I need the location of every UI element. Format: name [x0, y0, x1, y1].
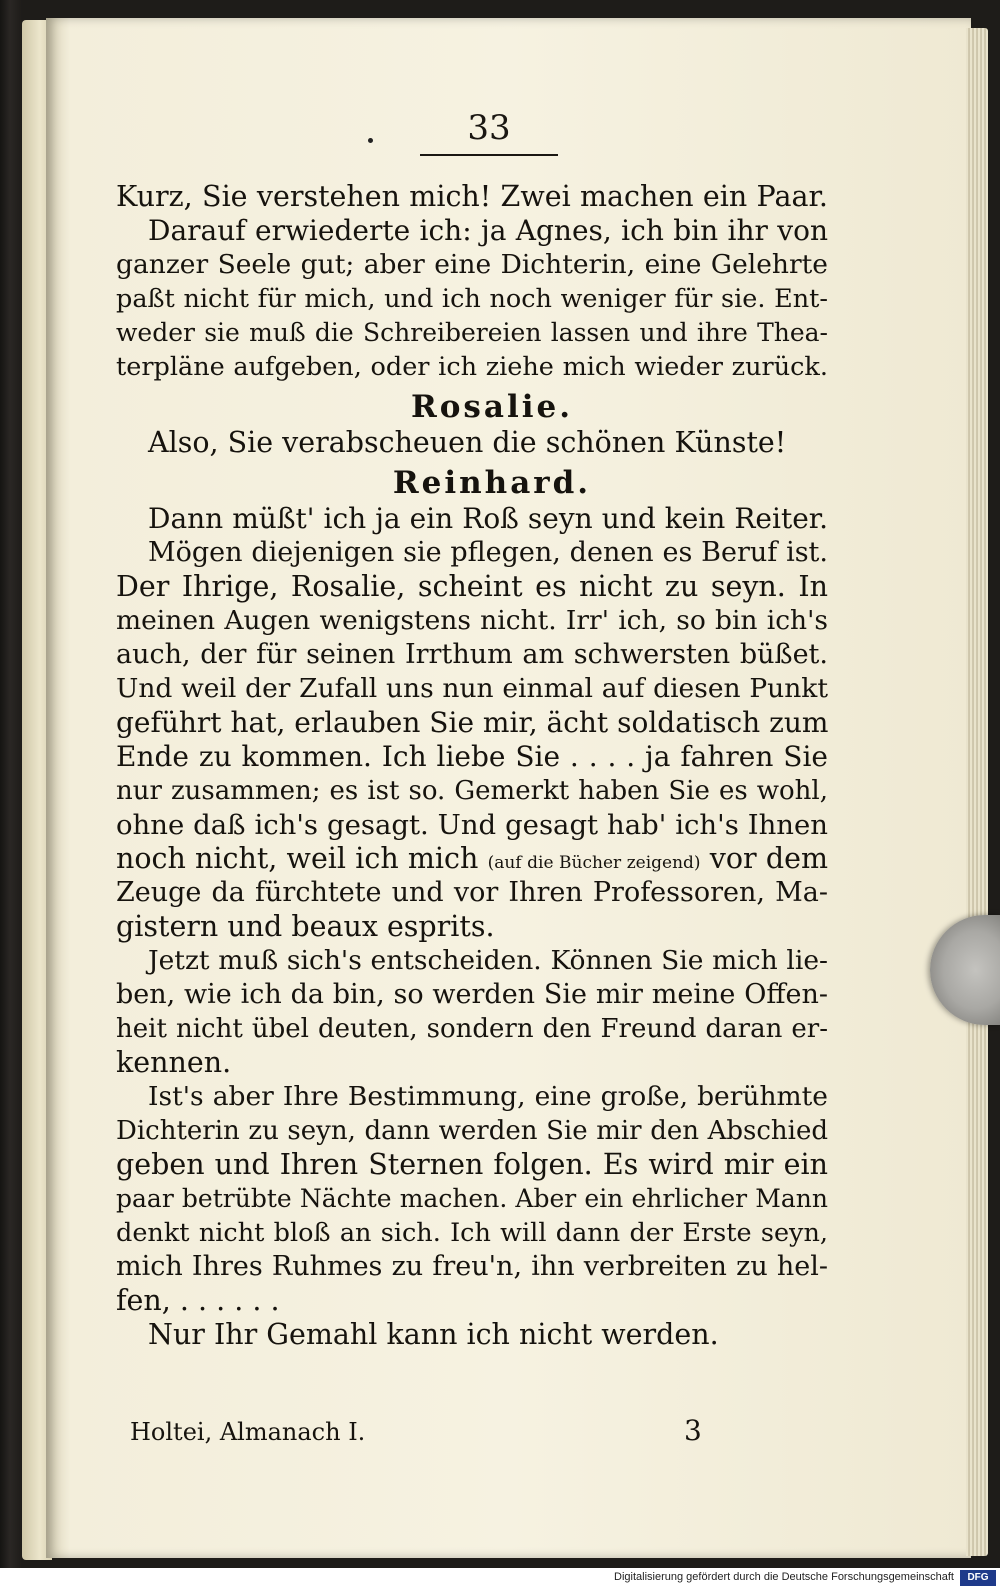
header-dot: [368, 138, 373, 143]
footer-signature-number: 3: [684, 1414, 702, 1447]
body-text: [116, 180, 828, 1352]
text-line: nur zusammen; es ist so. Gemerkt haben Sie es wohl,: [116, 776, 828, 806]
text-line: meinen Augen wenigstens nicht. Irr' ich, so bin ich's: [116, 605, 828, 636]
text-line: ganzer Seele gut; aber eine Dichterin, eine Gelehrte: [116, 249, 828, 280]
text-line: kennen.: [116, 1046, 232, 1079]
stage-direction: (auf die Bücher zeigend): [487, 853, 701, 873]
text-line: paar betrübte Nächte machen. Aber ein ehrlicher Mann: [116, 1184, 828, 1213]
line-pre: noch nicht, weil ich mich: [116, 842, 488, 875]
text-line: geben und Ihren Sternen folgen. Es wird mir ein: [116, 1148, 828, 1181]
text-line: ohne daß ich's gesagt. Und gesagt hab' ich's Ihnen: [116, 809, 828, 841]
speaker-name: Rosalie.: [410, 389, 574, 425]
text-line-with-stage-direction: [116, 842, 828, 876]
text-line: gistern und beaux esprits.: [116, 910, 495, 943]
text-line: Kurz, Sie verstehen mich! Zwei machen ein Paar.: [116, 180, 828, 213]
text-line: weder sie muß die Schreibereien lassen und ihre Thea-: [116, 318, 828, 347]
footer-signature-title: Holtei, Almanach I.: [130, 1418, 366, 1446]
text-line: terpläne aufgeben, oder ich ziehe mich wieder zurück.: [116, 352, 828, 382]
text-line: Also, Sie verabscheuen die schönen Künste!: [148, 426, 787, 459]
header-rule: [420, 154, 558, 156]
text-line: Jetzt muß sich's entscheiden. Können Sie mich lie-: [148, 945, 828, 976]
page-number-header: 33: [467, 108, 511, 148]
text-line: denkt nicht bloß an sich. Ich will dann der Erste seyn,: [116, 1218, 828, 1248]
speaker-name: Reinhard.: [392, 465, 592, 501]
text-line: Und weil der Zufall uns nun einmal auf diesen Punkt: [116, 673, 828, 704]
text-line: ben, wie ich da bin, so werden Sie mir meine Offen-: [116, 979, 828, 1010]
text-line: Dann müßt' ich ja ein Roß seyn und kein Reiter.: [148, 502, 828, 535]
text-line: Nur Ihr Gemahl kann ich nicht werden.: [148, 1318, 719, 1351]
text-line: Ende zu kommen. Ich liebe Sie . . . . ja fahren Sie: [116, 740, 828, 773]
text-line: mich Ihres Ruhmes zu freu'n, ihn verbreiten zu hel-: [116, 1251, 828, 1282]
text-line: Dichterin zu seyn, dann werden Sie mir den Abschied: [116, 1116, 828, 1146]
text-line: paßt nicht für mich, und ich noch weniger für sie. Ent-: [116, 284, 828, 314]
dfg-logo: DFG: [960, 1570, 996, 1586]
text-line: fen, . . . . . .: [116, 1284, 280, 1317]
page-edges: [966, 28, 988, 1556]
text-line: Zeuge da fürchtete und vor Ihren Professoren, Ma-: [116, 877, 828, 908]
banner-text: Digitalisierung gefördert durch die Deutsche Forschungsgemeinschaft: [614, 1571, 954, 1583]
digitization-banner: [0, 1568, 1000, 1589]
text-line: Mögen diejenigen sie pflegen, denen es Beruf ist.: [148, 537, 828, 568]
text-line: heit nicht übel deuten, sondern den Freund daran er-: [116, 1014, 828, 1044]
line-post: vor dem: [700, 842, 829, 875]
text-line: Der Ihrige, Rosalie, scheint es nicht zu seyn. In: [116, 570, 828, 603]
text-line: geführt hat, erlauben Sie mir, ächt soldatisch zum: [116, 706, 829, 739]
text-line: auch, der für seinen Irrthum am schwersten büßet.: [116, 639, 828, 670]
text-line: Darauf erwiederte ich: ja Agnes, ich bin ihr von: [148, 214, 828, 247]
text-line: Ist's aber Ihre Bestimmung, eine große, berühmte: [148, 1081, 828, 1112]
